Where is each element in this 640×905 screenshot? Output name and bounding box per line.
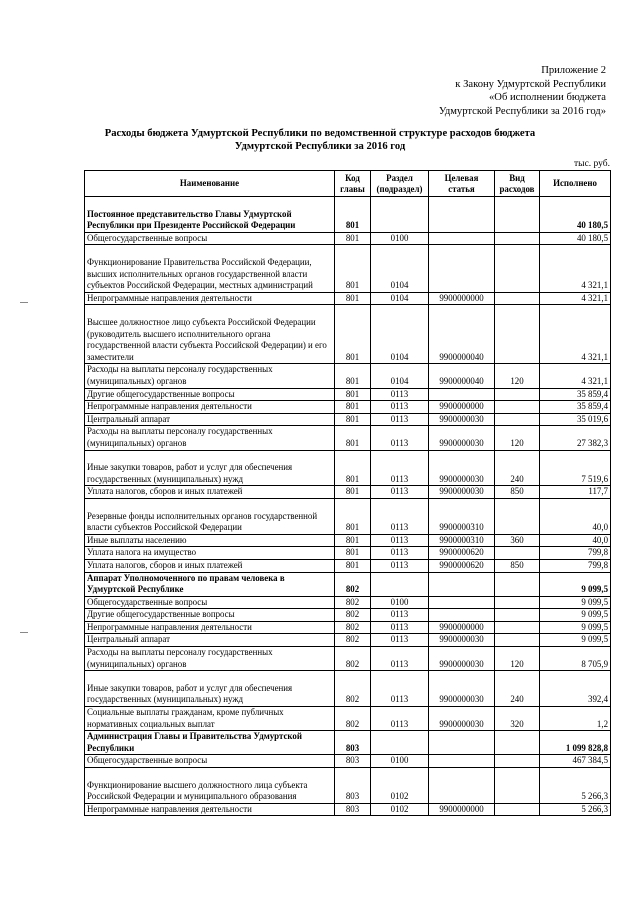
cell-code: 803 (335, 803, 371, 816)
cell-name: Непрограммные направления деятельности (85, 803, 335, 816)
cell-name: Центральный аппарат (85, 413, 335, 426)
cell-section: 0102 (371, 803, 429, 816)
cell-name: Непрограммные направления деятельности (85, 401, 335, 414)
cell-section: 0100 (371, 755, 429, 768)
table-row (85, 634, 611, 647)
cell-name: Расходы на выплаты персоналу государственных (муниципальных) органов (85, 426, 335, 450)
cell-code: 802 (335, 707, 371, 731)
cell-executed: 5 266,3 (540, 803, 611, 816)
cell-executed: 27 382,3 (540, 426, 611, 450)
cell-executed: 8 705,9 (540, 647, 611, 671)
cell-executed: 4 321,1 (540, 245, 611, 292)
cell-code: 802 (335, 596, 371, 609)
cell-name: Иные закупки товаров, работ и услуг для обеспечения государственных (муниципальных) нужд (85, 450, 335, 486)
table-row (85, 596, 611, 609)
cell-target (429, 572, 495, 596)
cell-section: 0113 (371, 388, 429, 401)
cell-executed: 467 384,5 (540, 755, 611, 768)
appendix-line: Приложение 2 (541, 65, 606, 76)
cell-section (371, 572, 429, 596)
cell-executed: 40 180,5 (540, 197, 611, 233)
cell-executed: 35 859,4 (540, 388, 611, 401)
cell-type (495, 755, 540, 768)
cell-section: 0113 (371, 707, 429, 731)
cell-code: 803 (335, 755, 371, 768)
cell-type: 360 (495, 534, 540, 547)
cell-type (495, 388, 540, 401)
cell-target: 9900000310 (429, 498, 495, 534)
cell-code: 801 (335, 534, 371, 547)
cell-section (371, 731, 429, 755)
cell-executed: 9 099,5 (540, 634, 611, 647)
table-row (85, 572, 611, 596)
cell-name: Администрация Главы и Правительства Удмуртской Республики (85, 731, 335, 755)
cell-type: 320 (495, 707, 540, 731)
cell-code: 803 (335, 731, 371, 755)
table-row (85, 498, 611, 534)
table-body (85, 197, 611, 816)
cell-target (429, 388, 495, 401)
cell-code: 801 (335, 292, 371, 305)
margin-mark (20, 302, 28, 303)
table-row (85, 364, 611, 388)
cell-type (495, 197, 540, 233)
cell-executed: 392,4 (540, 671, 611, 707)
cell-code: 801 (335, 426, 371, 450)
cell-code: 801 (335, 364, 371, 388)
cell-target: 9900000040 (429, 364, 495, 388)
cell-target (429, 596, 495, 609)
cell-target: 9900000030 (429, 671, 495, 707)
cell-section: 0113 (371, 621, 429, 634)
table-row (85, 707, 611, 731)
table-row (85, 547, 611, 560)
table-row (85, 647, 611, 671)
column-header-section: Раздел (подраздел) (371, 171, 429, 197)
cell-section: 0100 (371, 232, 429, 245)
cell-name: Уплата налога на имущество (85, 547, 335, 560)
cell-name: Уплата налогов, сборов и иных платежей (85, 486, 335, 499)
cell-section: 0113 (371, 426, 429, 450)
cell-type (495, 731, 540, 755)
cell-type (495, 498, 540, 534)
cell-target: 9900000310 (429, 534, 495, 547)
cell-section: 0102 (371, 768, 429, 804)
cell-code: 801 (335, 305, 371, 364)
cell-section: 0113 (371, 647, 429, 671)
cell-type (495, 572, 540, 596)
cell-target: 9900000000 (429, 621, 495, 634)
table-row (85, 232, 611, 245)
cell-target: 9900000030 (429, 707, 495, 731)
cell-target: 9900000030 (429, 426, 495, 450)
cell-target: 9900000030 (429, 486, 495, 499)
cell-code: 802 (335, 609, 371, 622)
cell-type (495, 634, 540, 647)
cell-name: Иные выплаты населению (85, 534, 335, 547)
cell-name: Непрограммные направления деятельности (85, 621, 335, 634)
cell-type (495, 609, 540, 622)
cell-target: 9900000030 (429, 450, 495, 486)
cell-executed: 117,7 (540, 486, 611, 499)
cell-code: 801 (335, 197, 371, 233)
cell-code: 801 (335, 450, 371, 486)
cell-code: 801 (335, 245, 371, 292)
table-row (85, 413, 611, 426)
column-header-executed: Исполнено (540, 171, 611, 197)
cell-name: Функционирование Правительства Российской Федерации, высших исполнительных органов государственной власти субъектов Российской Федерации, местных администраций (85, 245, 335, 292)
cell-target: 9900000030 (429, 647, 495, 671)
appendix-line: Удмуртской Республики за 2016 год» (438, 105, 606, 117)
cell-target (429, 197, 495, 233)
cell-target: 9900000030 (429, 413, 495, 426)
cell-target (429, 609, 495, 622)
cell-type (495, 232, 540, 245)
cell-section: 0113 (371, 534, 429, 547)
cell-section: 0113 (371, 547, 429, 560)
cell-section: 0113 (371, 486, 429, 499)
cell-executed: 9 099,5 (540, 596, 611, 609)
cell-type (495, 768, 540, 804)
cell-type (495, 547, 540, 560)
table-row (85, 245, 611, 292)
cell-name: Иные закупки товаров, работ и услуг для обеспечения государственных (муниципальных) нужд (85, 671, 335, 707)
cell-section: 0113 (371, 609, 429, 622)
cell-type (495, 305, 540, 364)
cell-type (495, 803, 540, 816)
cell-name: Социальные выплаты гражданам, кроме публичных нормативных социальных выплат (85, 707, 335, 731)
cell-section: 0113 (371, 450, 429, 486)
cell-code: 801 (335, 413, 371, 426)
cell-name: Центральный аппарат (85, 634, 335, 647)
table-row (85, 559, 611, 572)
cell-executed: 5 266,3 (540, 768, 611, 804)
column-header-code: Код главы (335, 171, 371, 197)
cell-section: 0113 (371, 401, 429, 414)
table-row (85, 731, 611, 755)
cell-code: 802 (335, 621, 371, 634)
table-row (85, 755, 611, 768)
column-header-type: Вид расходов (495, 171, 540, 197)
cell-executed: 4 321,1 (540, 364, 611, 388)
cell-target (429, 755, 495, 768)
cell-executed: 799,8 (540, 559, 611, 572)
cell-type: 120 (495, 426, 540, 450)
cell-code: 801 (335, 547, 371, 560)
cell-target: 9900000000 (429, 292, 495, 305)
cell-executed: 40,0 (540, 498, 611, 534)
cell-name: Непрограммные направления деятельности (85, 292, 335, 305)
cell-type: 120 (495, 647, 540, 671)
column-header-name: Наименование (85, 171, 335, 197)
cell-name: Общегосударственные вопросы (85, 232, 335, 245)
cell-code: 802 (335, 634, 371, 647)
cell-name: Расходы на выплаты персоналу государственных (муниципальных) органов (85, 647, 335, 671)
cell-executed: 1,2 (540, 707, 611, 731)
table-row (85, 671, 611, 707)
cell-target (429, 768, 495, 804)
cell-code: 801 (335, 498, 371, 534)
cell-name: Постоянное представительство Главы Удмуртской Республики при Президенте Российской Федерации (85, 197, 335, 233)
cell-section: 0100 (371, 596, 429, 609)
table-row (85, 401, 611, 414)
table-row (85, 426, 611, 450)
cell-target (429, 731, 495, 755)
table-row (85, 609, 611, 622)
cell-target: 9900000000 (429, 803, 495, 816)
cell-code: 801 (335, 401, 371, 414)
cell-executed: 9 099,5 (540, 609, 611, 622)
cell-target: 9900000620 (429, 559, 495, 572)
cell-executed: 4 321,1 (540, 305, 611, 364)
cell-code: 802 (335, 572, 371, 596)
cell-executed: 1 099 828,8 (540, 731, 611, 755)
cell-code: 801 (335, 486, 371, 499)
cell-target (429, 232, 495, 245)
expenditure-table (84, 170, 611, 816)
table-header-row (85, 171, 611, 197)
appendix-line: к Закону Удмуртской Республики (455, 78, 606, 90)
cell-name: Аппарат Уполномоченного по правам человека в Удмуртской Республике (85, 572, 335, 596)
table-row (85, 486, 611, 499)
cell-code: 801 (335, 559, 371, 572)
table-row (85, 768, 611, 804)
cell-executed: 40 180,5 (540, 232, 611, 245)
cell-type: 240 (495, 671, 540, 707)
cell-executed: 9 099,5 (540, 621, 611, 634)
cell-section: 0113 (371, 559, 429, 572)
table-row (85, 621, 611, 634)
cell-name: Резервные фонды исполнительных органов государственной власти субъектов Российской Федерации (85, 498, 335, 534)
column-header-target: Целевая статья (429, 171, 495, 197)
cell-name: Уплата налогов, сборов и иных платежей (85, 559, 335, 572)
cell-name: Функционирование высшего должностного лица субъекта Российской Федерации и муниципального образования (85, 768, 335, 804)
table-row (85, 197, 611, 233)
table-row (85, 450, 611, 486)
cell-section: 0113 (371, 413, 429, 426)
cell-section: 0113 (371, 634, 429, 647)
cell-type: 850 (495, 559, 540, 572)
cell-type (495, 401, 540, 414)
cell-code: 801 (335, 388, 371, 401)
cell-executed: 799,8 (540, 547, 611, 560)
cell-section (371, 197, 429, 233)
cell-name: Общегосударственные вопросы (85, 596, 335, 609)
cell-code: 802 (335, 671, 371, 707)
table-row (85, 305, 611, 364)
table-row (85, 803, 611, 816)
cell-code: 801 (335, 232, 371, 245)
cell-executed: 4 321,1 (540, 292, 611, 305)
cell-section: 0104 (371, 292, 429, 305)
cell-executed: 9 099,5 (540, 572, 611, 596)
cell-target: 9900000620 (429, 547, 495, 560)
cell-executed: 35 859,4 (540, 401, 611, 414)
margin-mark (20, 632, 28, 633)
cell-name: Расходы на выплаты персоналу государственных (муниципальных) органов (85, 364, 335, 388)
cell-name: Другие общегосударственные вопросы (85, 609, 335, 622)
cell-section: 0104 (371, 364, 429, 388)
cell-section: 0113 (371, 671, 429, 707)
cell-type (495, 596, 540, 609)
page-title: Расходы бюджета Удмуртской Республики по ведомственной структуре расходов бюджета Удмуртской Республики за 2016 год (104, 128, 536, 153)
cell-name: Высшее должностное лицо субъекта Российской Федерации (руководитель высшего исполнительного органа государственной власти субъекта Российской Федерации) и его заместители (85, 305, 335, 364)
table-row (85, 292, 611, 305)
table-row (85, 388, 611, 401)
cell-executed: 40,0 (540, 534, 611, 547)
cell-name: Другие общегосударственные вопросы (85, 388, 335, 401)
cell-type (495, 621, 540, 634)
cell-section: 0113 (371, 498, 429, 534)
cell-target: 9900000000 (429, 401, 495, 414)
cell-code: 803 (335, 768, 371, 804)
cell-type (495, 413, 540, 426)
cell-target (429, 245, 495, 292)
unit-label: тыс. руб. (574, 159, 610, 169)
cell-target: 9900000040 (429, 305, 495, 364)
table-row (85, 534, 611, 547)
cell-code: 802 (335, 647, 371, 671)
appendix-line: «Об исполнении бюджета (489, 92, 606, 104)
cell-type (495, 292, 540, 305)
cell-section: 0104 (371, 305, 429, 364)
appendix-header (439, 64, 606, 118)
cell-type (495, 245, 540, 292)
cell-section: 0104 (371, 245, 429, 292)
cell-executed: 35 019,6 (540, 413, 611, 426)
cell-type: 240 (495, 450, 540, 486)
cell-executed: 7 519,6 (540, 450, 611, 486)
cell-type: 850 (495, 486, 540, 499)
cell-name: Общегосударственные вопросы (85, 755, 335, 768)
cell-type: 120 (495, 364, 540, 388)
cell-target: 9900000030 (429, 634, 495, 647)
